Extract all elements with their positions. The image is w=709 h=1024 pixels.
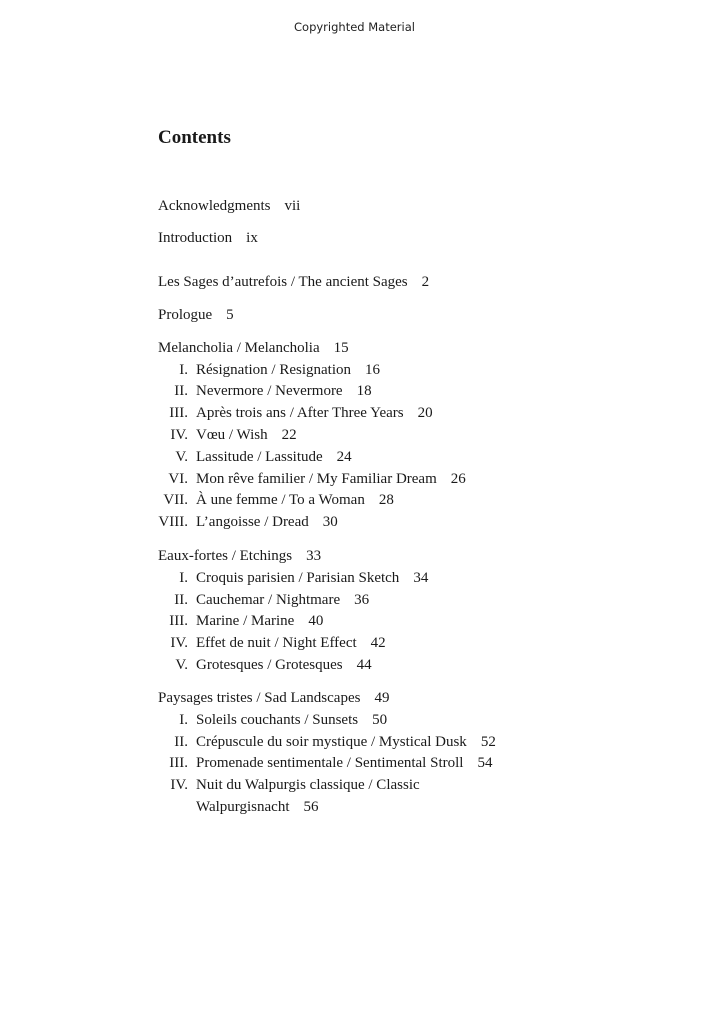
entry-label: Après trois ans / After Three Years bbox=[196, 405, 404, 421]
entry-numeral: II. bbox=[174, 592, 188, 608]
entry-numeral: VIII. bbox=[158, 514, 188, 530]
entry-page: 22 bbox=[281, 427, 297, 443]
entry-numeral: V. bbox=[175, 449, 188, 465]
toc-entry-prologue[interactable] bbox=[158, 305, 234, 325]
toc-entry[interactable] bbox=[158, 490, 394, 510]
toc-entry[interactable] bbox=[158, 360, 380, 380]
entry-page: 40 bbox=[308, 613, 324, 629]
toc-section-paysages[interactable] bbox=[158, 688, 389, 708]
entry-page: 52 bbox=[480, 734, 496, 750]
entry-page: 54 bbox=[477, 755, 493, 771]
entry-label: Vœu / Wish bbox=[196, 427, 268, 443]
entry-label: Résignation / Resignation bbox=[196, 362, 351, 378]
entry-numeral: III. bbox=[169, 405, 188, 421]
toc-section-melancholia[interactable] bbox=[158, 338, 349, 358]
toc-entry-introduction[interactable] bbox=[158, 228, 258, 248]
entry-page: 24 bbox=[336, 449, 352, 465]
entry-numeral: VI. bbox=[168, 471, 188, 487]
toc-entry[interactable] bbox=[158, 655, 372, 675]
entry-numeral: IV. bbox=[170, 635, 188, 651]
toc-entry[interactable] bbox=[158, 633, 386, 653]
entry-label: Crépuscule du soir mystique / Mystical Dusk bbox=[196, 734, 467, 750]
entry-label: Prologue bbox=[158, 307, 213, 323]
entry-numeral: II. bbox=[174, 734, 188, 750]
entry-label: À une femme / To a Woman bbox=[196, 492, 365, 508]
entry-page: 42 bbox=[370, 635, 386, 651]
entry-label: Nevermore / Nevermore bbox=[196, 383, 343, 399]
copyright-banner: Copyrighted Material bbox=[294, 20, 415, 34]
toc-entry[interactable] bbox=[158, 425, 297, 445]
entry-label: Promenade sentimentale / Sentimental Stroll bbox=[196, 755, 464, 771]
toc-entry[interactable] bbox=[158, 381, 372, 401]
entry-page: 30 bbox=[322, 514, 338, 530]
entry-page: ix bbox=[246, 230, 258, 246]
toc-entry[interactable] bbox=[158, 775, 420, 795]
toc-entry[interactable] bbox=[158, 447, 352, 467]
entry-numeral: I. bbox=[179, 570, 188, 586]
entry-page: 20 bbox=[417, 405, 433, 421]
entry-label: L’angoisse / Dread bbox=[196, 514, 309, 530]
toc-entry[interactable] bbox=[158, 568, 428, 588]
entry-page: 2 bbox=[421, 274, 430, 290]
entry-label: Lassitude / Lassitude bbox=[196, 449, 323, 465]
entry-label: Les Sages d’autrefois / The ancient Sages bbox=[158, 274, 408, 290]
entry-page: 18 bbox=[356, 383, 372, 399]
entry-page: 34 bbox=[413, 570, 429, 586]
entry-page: 28 bbox=[378, 492, 394, 508]
entry-numeral: V. bbox=[175, 657, 188, 673]
entry-numeral: III. bbox=[169, 613, 188, 629]
entry-label: Acknowledgments bbox=[158, 198, 271, 214]
entry-label: Effet de nuit / Night Effect bbox=[196, 635, 357, 651]
entry-numeral: I. bbox=[179, 362, 188, 378]
toc-entry[interactable] bbox=[158, 512, 338, 532]
toc-entry[interactable] bbox=[158, 611, 323, 631]
toc-entry[interactable] bbox=[158, 710, 387, 730]
entry-page: 50 bbox=[372, 712, 388, 728]
entry-label: Eaux-fortes / Etchings bbox=[158, 548, 293, 564]
entry-page: 56 bbox=[303, 799, 319, 815]
entry-numeral: IV. bbox=[170, 777, 188, 793]
entry-label: Grotesques / Grotesques bbox=[196, 657, 343, 673]
entry-label: Melancholia / Melancholia bbox=[158, 340, 320, 356]
entry-numeral: I. bbox=[179, 712, 188, 728]
entry-label: Marine / Marine bbox=[196, 613, 295, 629]
entry-label: Cauchemar / Nightmare bbox=[196, 592, 341, 608]
entry-page: vii bbox=[284, 198, 301, 214]
entry-label: Walpurgisnacht bbox=[196, 799, 290, 815]
toc-entry-sages[interactable] bbox=[158, 272, 429, 292]
entry-page: 5 bbox=[226, 307, 234, 323]
entry-label: Soleils couchants / Sunsets bbox=[196, 712, 359, 728]
entry-label: Croquis parisien / Parisian Sketch bbox=[196, 570, 400, 586]
entry-label: Paysages tristes / Sad Landscapes bbox=[158, 690, 361, 706]
entry-numeral: III. bbox=[169, 755, 188, 771]
toc-entry-acknowledgments[interactable] bbox=[158, 196, 300, 216]
entry-page: 26 bbox=[450, 471, 466, 487]
entry-page: 36 bbox=[354, 592, 370, 608]
entry-page: 33 bbox=[306, 548, 322, 564]
entry-label: Nuit du Walpurgis classique / Classic bbox=[196, 777, 420, 793]
toc-entry-continuation[interactable] bbox=[196, 797, 319, 817]
entry-label: Mon rêve familier / My Familiar Dream bbox=[196, 471, 437, 487]
toc-entry[interactable] bbox=[158, 590, 369, 610]
toc-entry[interactable] bbox=[158, 469, 466, 489]
entry-page: 16 bbox=[365, 362, 380, 378]
entry-label: Introduction bbox=[158, 230, 233, 246]
toc-section-eaux-fortes[interactable] bbox=[158, 546, 321, 566]
toc-entry[interactable] bbox=[158, 732, 496, 752]
entry-numeral: IV. bbox=[170, 427, 188, 443]
toc-entry[interactable] bbox=[158, 403, 433, 423]
entry-page: 15 bbox=[333, 340, 349, 356]
entry-numeral: II. bbox=[174, 383, 188, 399]
contents-title: Contents bbox=[158, 127, 231, 148]
entry-page: 44 bbox=[356, 657, 372, 673]
entry-page: 49 bbox=[374, 690, 390, 706]
toc-entry[interactable] bbox=[158, 753, 492, 773]
entry-numeral: VII. bbox=[163, 492, 188, 508]
